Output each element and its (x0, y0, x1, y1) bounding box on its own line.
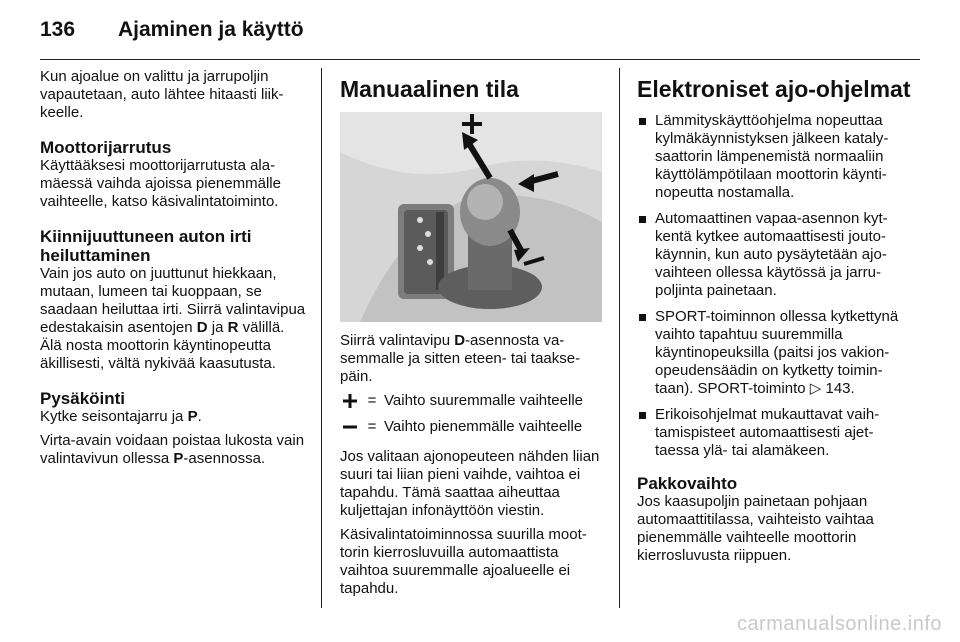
list-item: Lämmityskäyttöohjelma nopeuttaa kylmäkäynnistyksen jälkeen katalysaattorin lämpenemistä normaaliin käyttölämpötilaan moottorin käyntinopeutta nostamalla. (637, 112, 912, 202)
section-title-rocking: Kiinnijuuttuneen auton irti heiluttaminen (40, 227, 252, 265)
watermark: carmanualsonline.info (736, 613, 942, 635)
figure-caption: Siirrä valintavipu D-asennosta vasemmalle ja sitten eteen- tai taaksepäin. (340, 332, 581, 385)
plus-legend-row: = Vaihto suuremmalle vaihteelle (340, 392, 605, 410)
plus-icon (340, 394, 360, 408)
minus-legend-row: = Vaihto pienemmälle vaihteelle (340, 418, 605, 436)
plus-meaning: Vaihto suuremmalle vaihteelle (384, 392, 583, 409)
page-header (40, 14, 920, 54)
column-right (637, 68, 912, 571)
section-title-kickdown: Pakkovaihto (637, 474, 738, 493)
list-item: SPORT-toiminnon ollessa kytkettynä vaihto tapahtuu suuremmilla käyntinopeuksilla (paitsi jos vakionopeudensäädin on kytketty toimintaan). SPORT-toiminto ▷ 143. (637, 308, 912, 398)
engine-braking-text: Käyttääksesi moottorijarrutusta alamäessä vaihda ajoissa pienemmälle vaihteelle, katso käsivalintatoiminto. (40, 157, 281, 210)
gear-selector-illustration (340, 112, 602, 322)
rocking-text: Vain jos auto on juuttunut hiekkaan, mutaan, lumeen tai kuoppaan, se saadaan heiluttaa irti. Siirrä valintavipua edestakaisin asentojen D ja R välillä. Älä nosta moottorin käyntinopeutta äkillisesti, vältä nykivää kaasutusta. (40, 265, 306, 372)
manual-mode-paragraph-2: Käsivalintatoiminnossa suurilla moottorin kierrosluvuilla automaattista vaihtoa suuremmalle ajoalueelle ei tapahdu. (340, 526, 587, 597)
parking-text-1: Kytke seisontajarru ja P. (40, 408, 202, 425)
parking-text-2: Virta-avain voidaan poistaa lukosta vain valintavivun ollessa P-asennossa. (40, 432, 305, 467)
section-title-engine-braking: Moottorijarrutus (40, 138, 172, 157)
chapter-title: Ajaminen ja käyttö (118, 18, 304, 41)
minus-icon (340, 420, 360, 434)
minus-meaning: Vaihto pienemmälle vaihteelle (384, 418, 583, 435)
page-number: 136 (40, 18, 76, 41)
section-title-parking: Pysäköinti (40, 389, 126, 408)
list-item: Automaattinen vapaa-asennon kytkentä kytkee automaattisesti joutokäynnin, kun auto pysäytetään ajovaihteen ollessa käytössä ja jarrupoljinta painetaan. (637, 210, 912, 300)
programs-list (637, 112, 912, 460)
header-divider (40, 59, 920, 60)
kickdown-text: Jos kaasupoljin painetaan pohjaan automaattitilassa, vaihteisto vaihtaa pienemmälle vaihteelle moottorin kierrosluvusta riippuen. (637, 493, 874, 564)
section-title-manual-mode: Manuaalinen tila (340, 76, 519, 102)
page-ref-icon: ▷ (809, 380, 826, 397)
column-middle (340, 68, 605, 604)
manual-mode-paragraph-1: Jos valitaan ajonopeuteen nähden liian suuri tai liian pieni vaihde, vaihtoa ei tapahdu. Tämä saattaa aiheuttaa kuljettajan infonäyttöön viestin. (340, 448, 600, 519)
column-left (40, 68, 310, 474)
section-title-electronic-programs: Elektroniset ajo-ohjelmat (637, 76, 911, 102)
column-divider (619, 68, 620, 608)
page-reference-link[interactable]: 143. (825, 380, 855, 397)
column-divider (321, 68, 322, 608)
intro-paragraph: Kun ajoalue on valittu ja jarrupoljin vapautetaan, auto lähtee hitaasti liikkeelle. (40, 68, 284, 121)
list-item: Erikoisohjelmat mukauttavat vaihtamispisteet automaattisesti ajettaessa ylä- tai alamäkeen. (637, 406, 912, 460)
